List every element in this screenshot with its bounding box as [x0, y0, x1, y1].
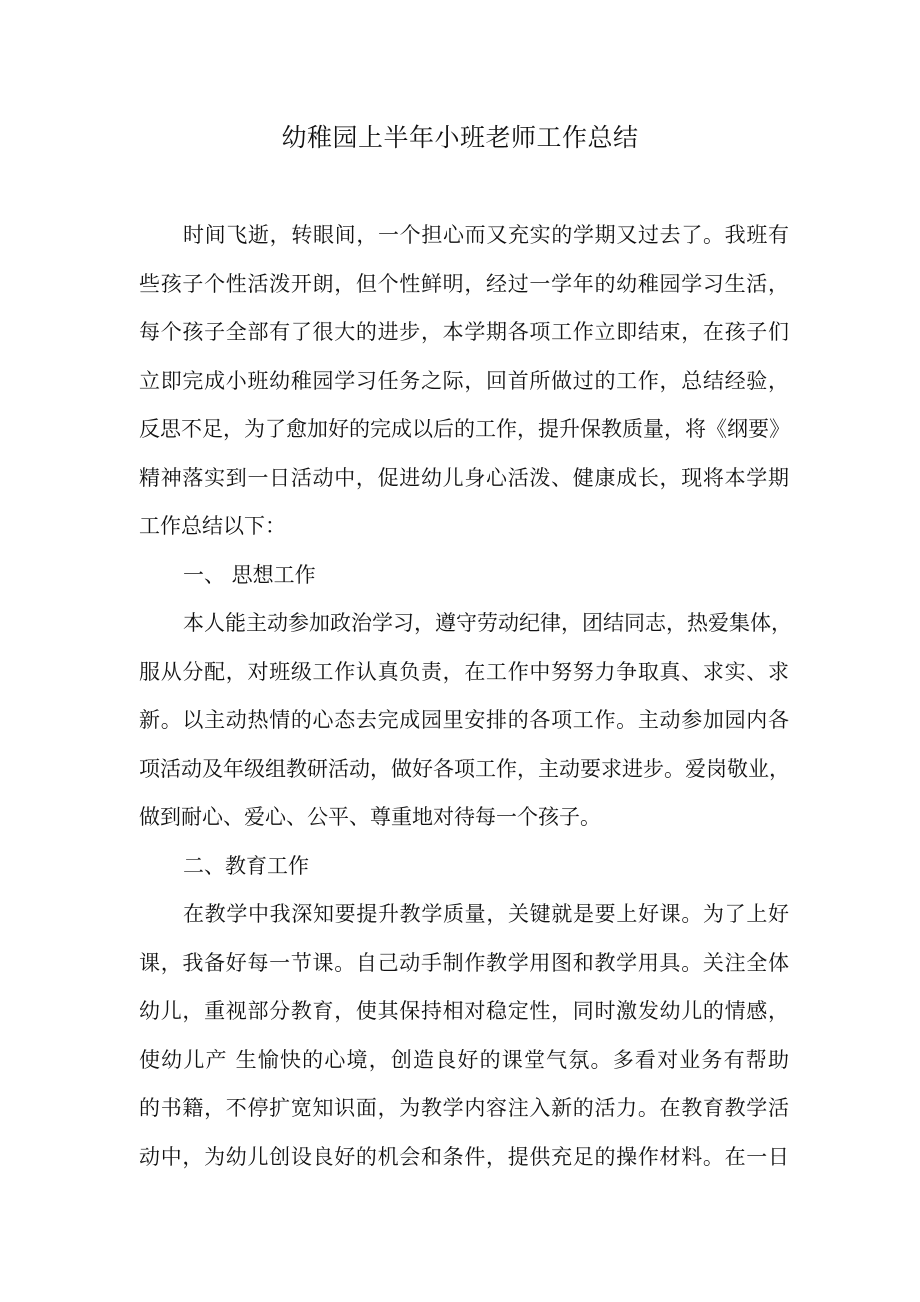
document-title: 幼稚园上半年小班老师工作总结: [281, 123, 639, 152]
text-line: 幼儿，重视部分教育，使其保持相对稳定性，同时激发幼儿的情感，: [139, 999, 789, 1023]
text-line: 在教学中我深知要提升教学质量，关键就是要上好课。为了上好: [183, 902, 789, 926]
text-line: 项活动及年级组教研活动，做好各项工作，主动要求进步。爱岗敬业，: [139, 756, 790, 781]
section-heading: 一、 思想工作: [183, 562, 316, 587]
text-line: 立即完成小班幼稚园学习任务之际，回首所做过的工作，总结经验，: [139, 368, 789, 393]
text-line: 服从分配，对班级工作认真负责，在工作中努努力争取真、求实、求: [139, 659, 789, 684]
text-line: 精神落实到一日活动中，促进幼儿身心活泼、健康成长，现将本学期: [139, 465, 789, 490]
text-line: 动中，为幼儿创设良好的机会和条件，提供充足的操作材料。在一日: [139, 1144, 789, 1169]
text-line: 使幼儿产 生愉快的心境，创造良好的课堂气氛。多看对业务有帮助: [139, 1047, 789, 1072]
text-line: 每个孩子全部有了很大的进步，本学期各项工作立即结束，在孩子们: [139, 320, 789, 344]
text-line: 些孩子个性活泼开朗，但个性鲜明，经过一学年的幼稚园学习生活，: [139, 271, 789, 296]
text-line: 时间飞逝，转眼间，一个担心而又充实的学期又过去了。我班有: [183, 223, 789, 247]
text-line: 的书籍，不停扩宽知识面，为教学内容注入新的活力。在教育教学活: [139, 1096, 789, 1120]
text-line: 反思不足，为了愈加好的完成以后的工作，提升保教质量，将《纲要》: [139, 417, 790, 441]
text-line: 本人能主动参加政治学习，遵守劳动纪律，团结同志，热爱集体，: [183, 611, 792, 635]
text-line: 做到耐心、爱心、公平、尊重地对待每一个孩子。: [139, 805, 601, 829]
document-body: [139, 216, 792, 1186]
text-line: 课，我备好每一节课。自己动手制作教学用图和教学用具。关注全体: [139, 950, 789, 975]
text-line: 工作总结以下：: [139, 514, 286, 538]
text-line: 新。以主动热情的心态去完成园里安排的各项工作。主动参加园内各: [139, 708, 789, 732]
section-heading: 二、教育工作: [183, 853, 309, 878]
